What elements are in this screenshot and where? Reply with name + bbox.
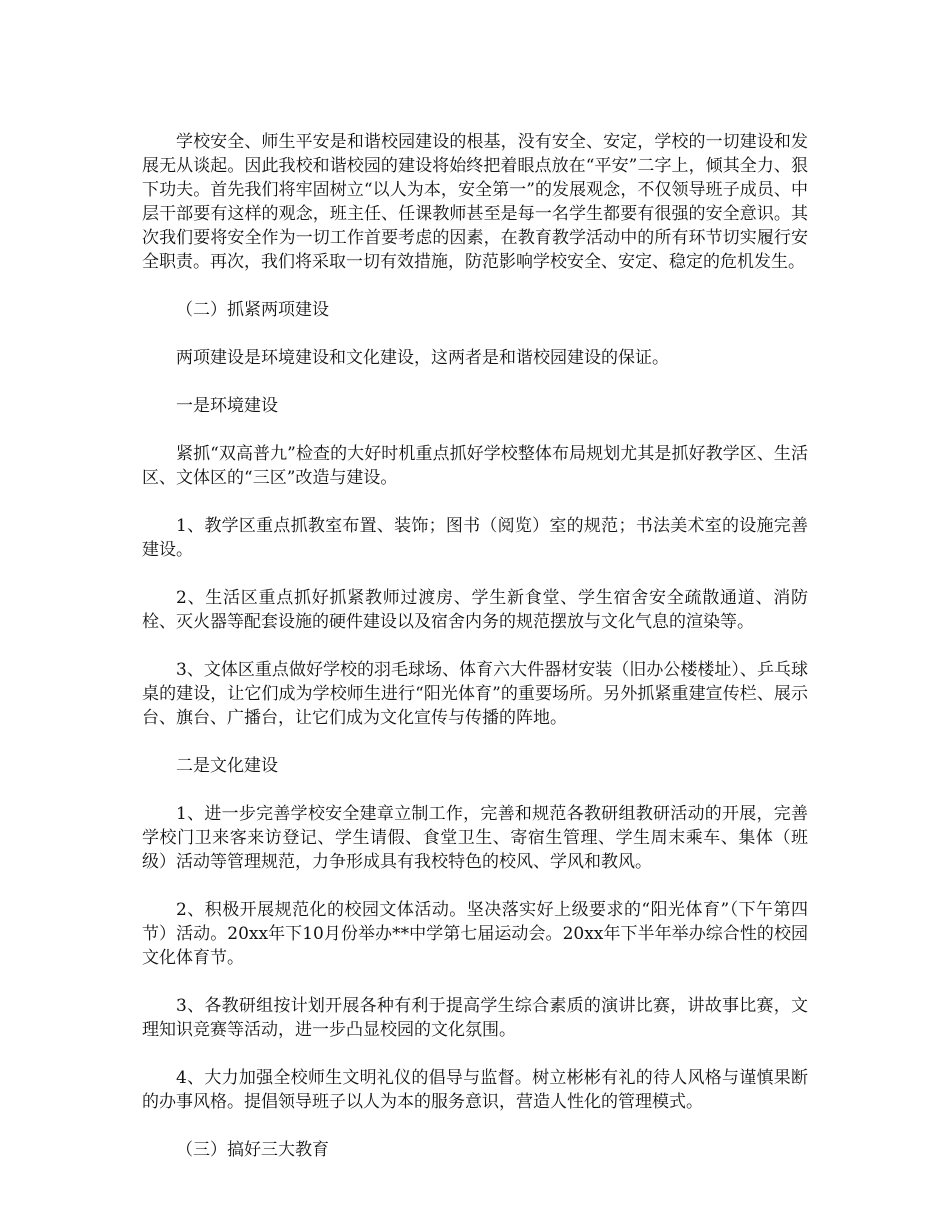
section-heading-three-educations: （三）搞好三大教育 [176,1140,329,1160]
paragraph-culture-competitions: 3、各教研组按计划开展各种有利于提高学生综合素质的演讲比赛，讲故事比赛，文理知识竞赛等活动，进一步凸显校园的文化氛围。 [142,996,808,1040]
paragraph-sports-area: 3、文体区重点做好学校的羽毛球场、体育六大件器材安装（旧办公楼楼址）、乒乓球桌的建设，让它们成为学校师生进行“阳光体育”的重要场所。另外抓紧重建宣传栏、展示台、旗台、广播台，让它们成为文化宣传与传播的阵地。 [142,660,808,728]
paragraph-two-constructions-intro: 两项建设是环境建设和文化建设，这两者是和谐校园建设的保证。 [176,348,669,368]
paragraph-environment-intro: 紧抓“双高普九”检查的大好时机重点抓好学校整体布局规划尤其是抓好教学区、生活区、文体区的“三区”改造与建设。 [142,444,808,488]
subheading-environment: 一是环境建设 [176,396,278,416]
paragraph-teaching-area: 1、教学区重点抓教室布置、装饰；图书（阅览）室的规范；书法美术室的设施完善建设。 [142,516,808,560]
paragraph-culture-rules: 1、进一步完善学校安全建章立制工作，完善和规范各教研组教研活动的开展，完善学校门卫来客来访登记、学生请假、食堂卫生、寄宿生管理、学生周末乘车、集体（班级）活动等管理规范，力争形成具有我校特色的校风、学风和教风。 [142,804,808,872]
section-heading-two-constructions: （二）抓紧两项建设 [176,300,329,320]
paragraph-culture-etiquette: 4、大力加强全校师生文明礼仪的倡导与监督。树立彬彬有礼的待人风格与谨慎果断的办事风格。提倡领导班子以人为本的服务意识，营造人性化的管理模式。 [142,1068,808,1112]
paragraph-safety: 学校安全、师生平安是和谐校园建设的根基，没有安全、安定，学校的一切建设和发展无从谈起。因此我校和谐校园的建设将始终把着眼点放在“平安”二字上，倾其全力、狠下功夫。首先我们将牢固树立“以人为本，安全第一”的发展观念，不仅领导班子成员、中层干部要有这样的观念，班主任、任课教师甚至是每一名学生都要有很强的安全意识。其次我们要将安全作为一切工作首要考虑的因素，在教育教学活动中的所有环节切实履行安全职责。再次，我们将采取一切有效措施，防范影响学校安全、安定、稳定的危机发生。 [142,132,808,272]
paragraph-living-area: 2、生活区重点抓好抓紧教师过渡房、学生新食堂、学生宿舍安全疏散通道、消防栓、灭火器等配套设施的硬件建设以及宿舍内务的规范摆放与文化气息的渲染等。 [142,588,808,632]
subheading-culture: 二是文化建设 [176,756,278,776]
document-page [142,130,808,1186]
paragraph-culture-activities: 2、积极开展规范化的校园文体活动。坚决落实好上级要求的“阳光体育”（下午第四节）活动。20xx年下10月份举办**中学第七届运动会。20xx年下半年举办综合性的校园文化体育节。 [142,900,808,968]
